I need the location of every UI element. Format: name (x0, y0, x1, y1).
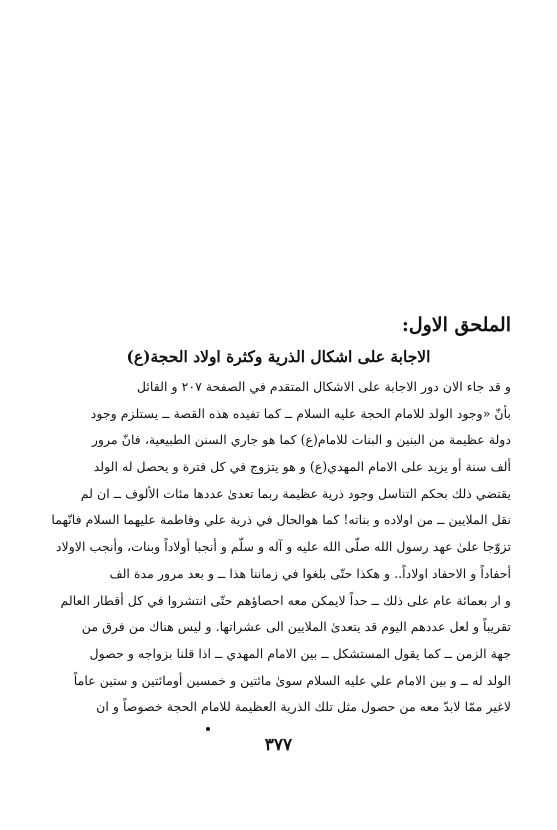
body-paragraph (46, 374, 511, 721)
appendix-heading: الملحق الاول: (401, 314, 511, 336)
text-line: و ار بعمائة عام على ذلك ــ حداً لايمكن معه احصاؤهم حتّى انتشروا في كل أقطار العالم (60, 592, 511, 608)
text-line: تزوّجا علىٰ عهد رسول الله صلّى الله عليه و آله و سلّم و أنجبا أولاداً وبنات، وأنجب الاولاد (55, 539, 511, 555)
footnote-dot (206, 727, 210, 731)
text-line: أحفاداً و الاحفاد اولاداً.. و هكذا حتّى بلغوا في زماننا هذا ــ و بعد مرور مدة الف (109, 565, 511, 581)
text-line: و قد جاء الان دور الاجابة على الاشكال المتقدم في الصفحة ٢٠٧ و القائل (136, 379, 511, 394)
text-line: تقريباً و لعل عددهم اليوم قد يتعدىٰ الملايين الى عشراتها. و ليس هناك من فرق من (81, 619, 511, 635)
section-subheading: الاجابة على اشكال الذرية وكثرة اولاد الحجة(ع) (126, 347, 431, 366)
text-line: جهة الزمن ــ كما يقول المستشكل ــ بين الامام المهدي ــ اذا قلنا بزواجه و حصول (89, 645, 511, 661)
text-line: الولد له ــ و بين الامام علي عليه السلام سوىٰ مائتين و خمسين أومائتين و ستين عاماً (73, 672, 511, 688)
text-line: ألف سنة أو يزيد على الامام المهدي(ع) و هو يتزوج في كل فترة و يحصل له الولد (93, 459, 511, 475)
text-line: بأنّ «وجود الولد للامام الحجة عليه السلام ــ كما تفيده هذه القصة ــ يستلزم وجود (90, 405, 511, 421)
page-number: ٣٧٧ (264, 735, 293, 755)
text-line: دولة عظيمة من البنين و البنات للامام(ع) كما هو جاري السنن الطبيعية، فانّ مرور (91, 432, 511, 448)
text-line: لاغير ممّا لابدّ معه من حصول مثل تلك الذرية العظيمة للامام الحجة خصوصاً و ان (96, 699, 511, 715)
text-line: نقل الملايين ــ من اولاده و بناته! كما هوالحال في ذرية علي وفاطمة عليهما السلام فانّهما (51, 512, 511, 528)
text-line: يقتضي ذلك بحكم التناسل وجود ذرية عظيمة ربما تعدىٰ عددها مئات الألوف ــ ان لم (80, 485, 511, 501)
